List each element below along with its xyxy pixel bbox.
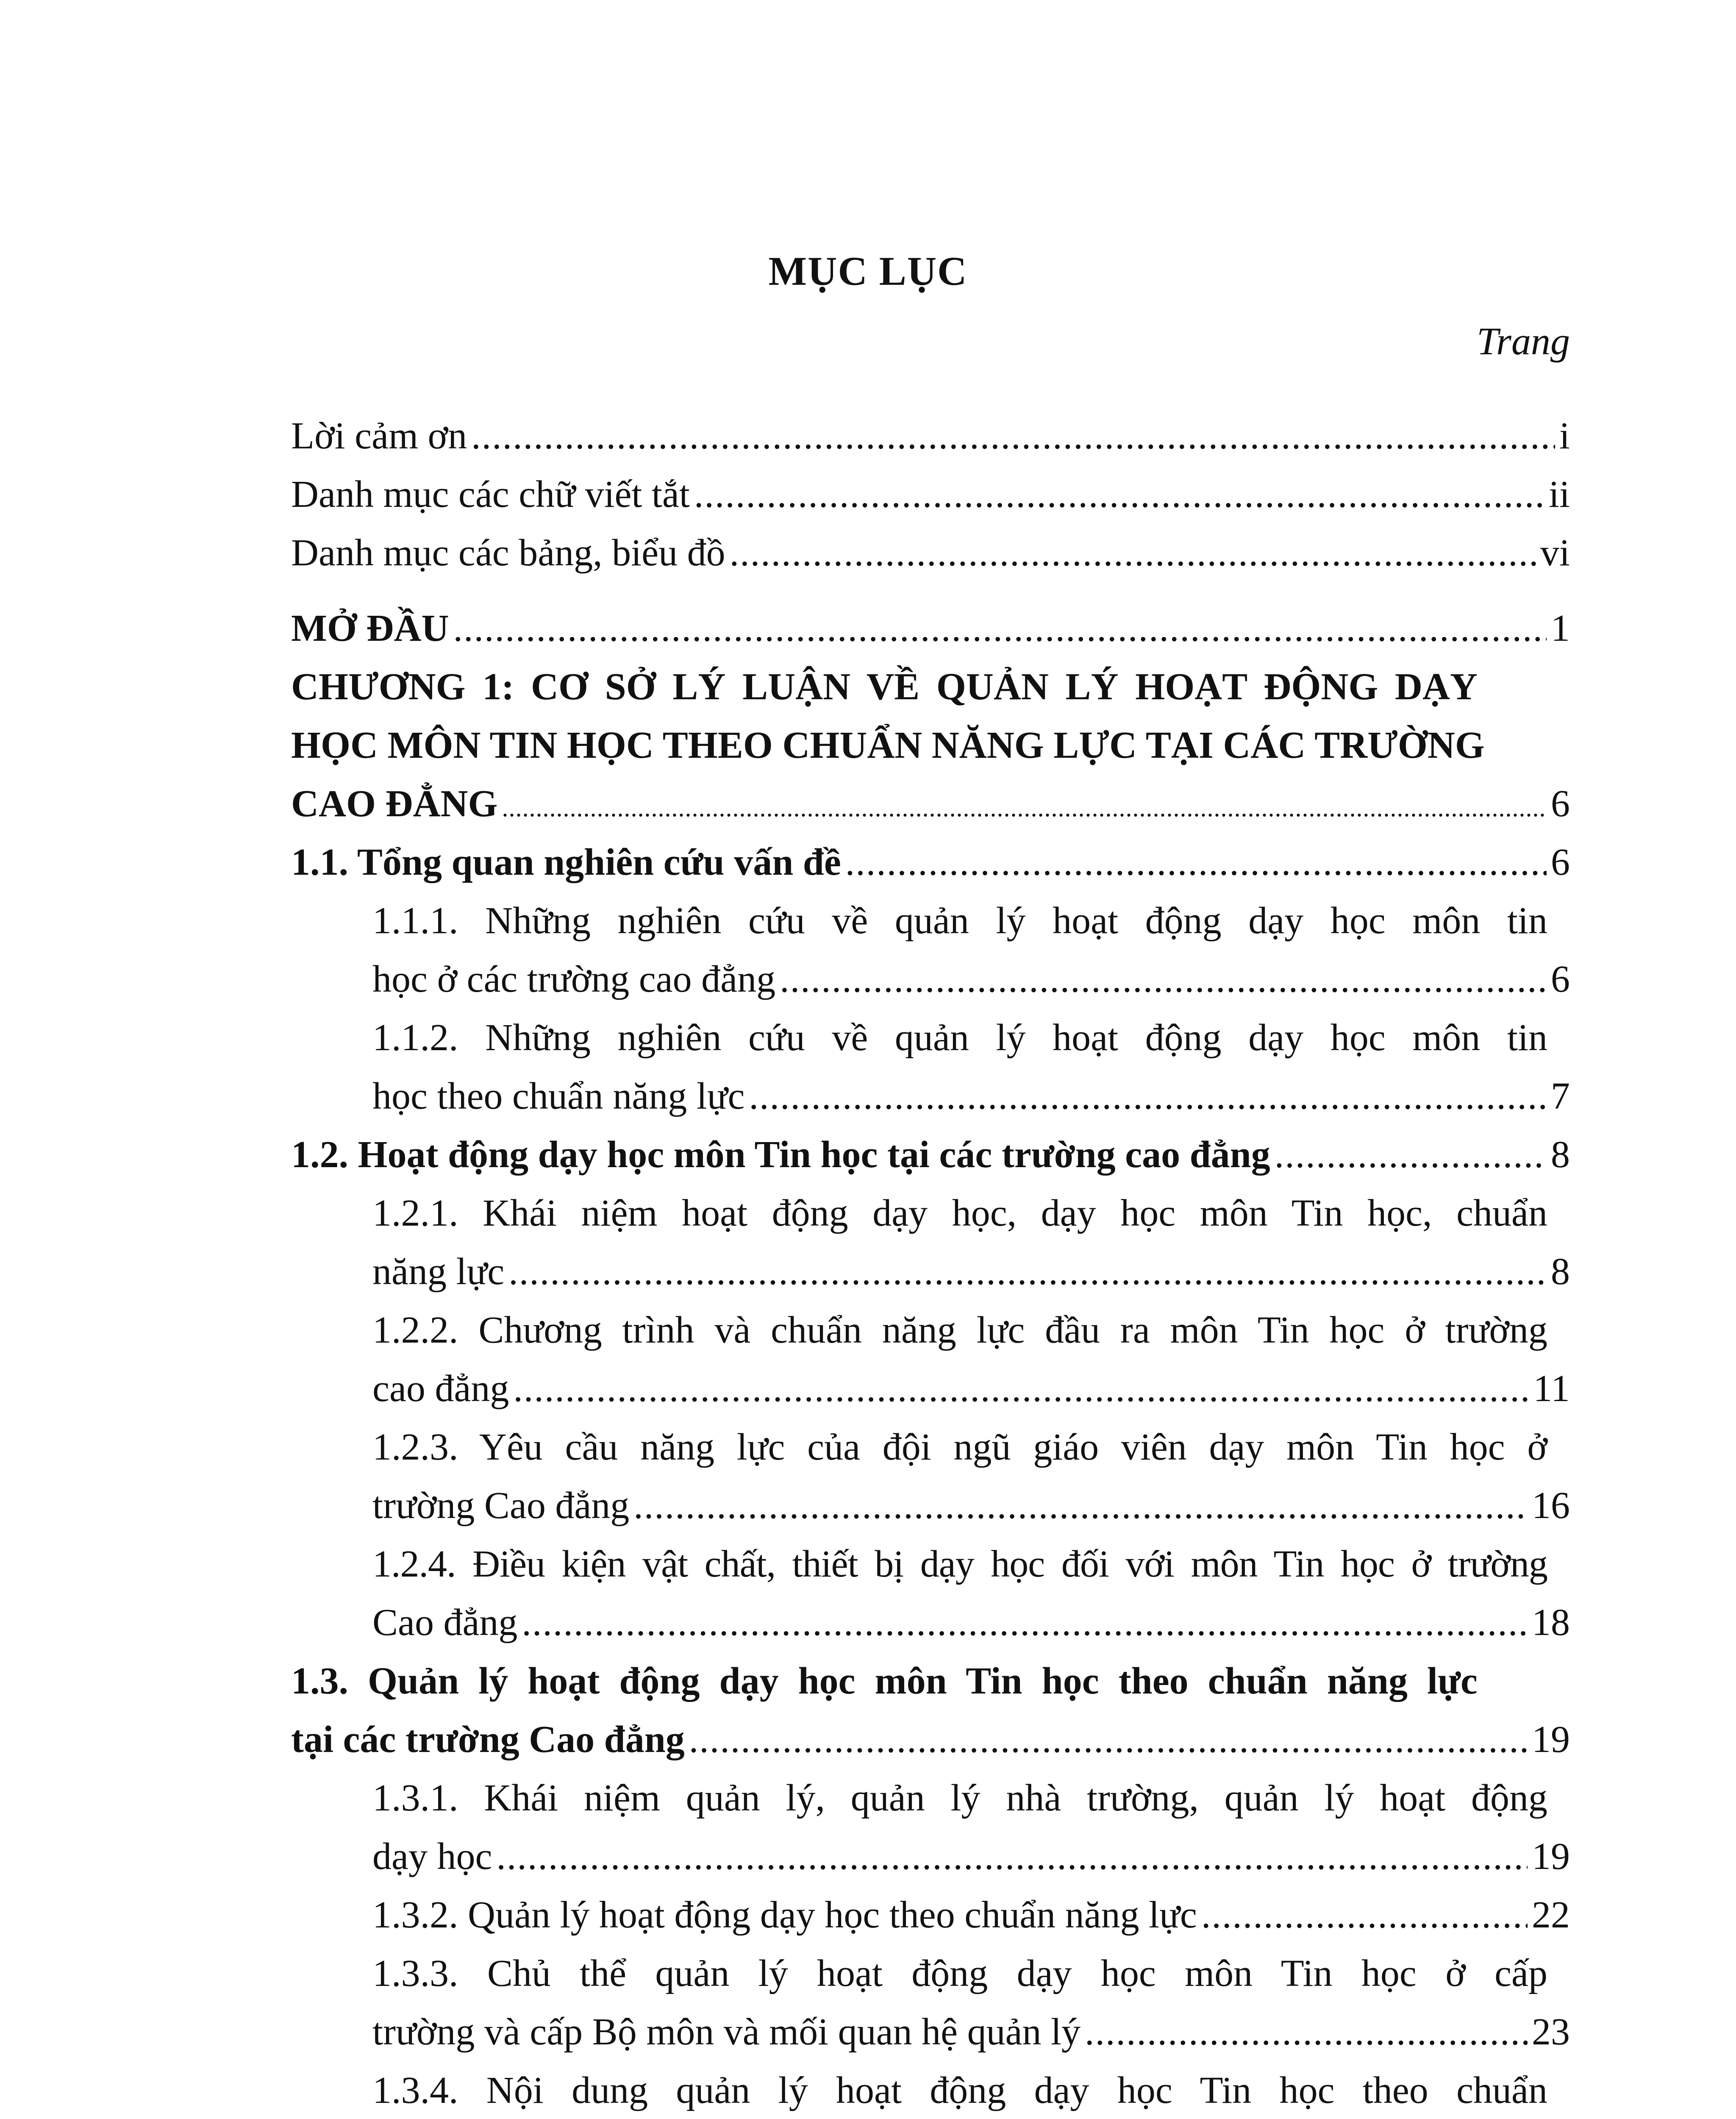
toc-entry-title: Danh mục các bảng, biểu đồ	[291, 532, 725, 574]
toc-entry-page: 22	[1532, 1894, 1570, 1936]
toc-entry-1-3	[291, 1652, 1570, 1710]
toc-entry-1-2-1	[291, 1184, 1570, 1243]
toc-entry-title-line: học ở các trường cao đẳng	[372, 958, 776, 1000]
toc-entry-mo-dau	[291, 599, 1570, 658]
dot-leader	[1085, 2003, 1528, 2061]
toc-entry-page: 1	[1551, 607, 1570, 649]
toc-entry-page: ii	[1548, 473, 1570, 515]
toc-entry-title-line: Cao đẳng	[372, 1602, 518, 1643]
toc-entry-1-3-cont	[291, 1710, 1570, 1769]
chapter-title-line: CHƯƠNG 1: CƠ SỞ LÝ LUẬN VỀ QUẢN LÝ HOẠT ĐỘNG DẠY	[291, 666, 1478, 708]
toc-entry-1-2-2-cont	[291, 1360, 1570, 1418]
toc-entry-page: 19	[1532, 1835, 1570, 1877]
toc-entry-1-2-4	[291, 1535, 1570, 1593]
dot-leader	[513, 1360, 1529, 1418]
toc-entry-title-line: 1.3. Quản lý hoạt động dạy học môn Tin học theo chuẩn năng lực	[291, 1660, 1478, 1702]
toc-entry-1-3-1-cont	[291, 1827, 1570, 1886]
toc-heading: MỤC LỤC	[768, 248, 968, 294]
dot-leader	[1275, 1126, 1547, 1184]
toc-entry-page: 18	[1532, 1602, 1570, 1643]
toc-entry-page: 6	[1551, 783, 1570, 825]
toc-entry-title-line: 1.3.1. Khái niệm quản lý, quản lý nhà trường, quản lý hoạt động	[372, 1777, 1547, 1819]
toc-entry-1-3-3-cont	[291, 2003, 1570, 2061]
toc-entry-page: 6	[1551, 841, 1570, 883]
toc-entry-page: 23	[1532, 2011, 1570, 2053]
toc-entry-title-line: năng lực	[372, 1251, 505, 1293]
toc-entry-title-line: 1.3.3. Chủ thể quản lý hoạt động dạy học môn Tin học ở cấp	[372, 1952, 1547, 1994]
toc-entry-1-2	[291, 1126, 1570, 1184]
toc-entry-1-2-3	[291, 1418, 1570, 1477]
dot-leader	[780, 950, 1547, 1009]
toc-entry-title-line: cao đẳng	[372, 1368, 509, 1410]
toc-entry-title: 1.3.2. Quản lý hoạt động dạy học theo chuẩn năng lực	[372, 1894, 1197, 1936]
toc-entry-1-1	[291, 833, 1570, 892]
toc-entry-page: 6	[1551, 958, 1570, 1000]
page-column-label: Trang	[1477, 320, 1570, 363]
toc-entry-1-3-4	[291, 2061, 1570, 2119]
toc-entry-title-line: 1.2.4. Điều kiện vật chất, thiết bị dạy học đối với môn Tin học ở trường	[372, 1543, 1547, 1585]
toc-entry-title: MỞ ĐẦU	[291, 607, 449, 649]
toc-entry-1-3-2	[291, 1886, 1570, 1944]
toc-entry-chu-viet-tat	[291, 465, 1570, 524]
toc-entry-title-line: 1.2.2. Chương trình và chuẩn năng lực đầu ra môn Tin học ở trường	[372, 1309, 1547, 1351]
toc-entry-page: 8	[1551, 1251, 1570, 1293]
toc-entry-title: Lời cảm ơn	[291, 415, 467, 457]
toc-entry-page: vi	[1540, 532, 1570, 574]
toc-entry-title-line: 1.1.1. Những nghiên cứu về quản lý hoạt động dạy học môn tin	[372, 900, 1547, 942]
toc-entry-1-2-1-cont	[291, 1243, 1570, 1301]
toc-entry-1-2-4-cont	[291, 1593, 1570, 1652]
dot-leader	[689, 1710, 1528, 1769]
toc-entry-title-line: tại các trường Cao đẳng	[291, 1719, 685, 1760]
dot-leader	[508, 1243, 1547, 1301]
toc-entry-title-line: 1.3.4. Nội dung quản lý hoạt động dạy học Tin học theo chuẩn	[372, 2069, 1547, 2111]
toc-entry-title-line: 1.2.1. Khái niệm hoạt động dạy học, dạy học môn Tin học, chuẩn	[372, 1192, 1547, 1234]
toc-entry-title-line: trường và cấp Bộ môn và mối quan hệ quản lý	[372, 2011, 1081, 2053]
toc-entry-1-1-2	[291, 1009, 1570, 1067]
toc-entry-loi-cam-on	[291, 407, 1570, 465]
dot-leader	[633, 1477, 1528, 1535]
toc-entry-bang-bieu	[291, 524, 1570, 582]
toc-entry-title-line: 1.1.2. Những nghiên cứu về quản lý hoạt động dạy học môn tin	[372, 1017, 1547, 1059]
toc-chapter1-line2	[291, 716, 1570, 775]
toc-entry-page: i	[1559, 415, 1570, 457]
table-of-contents	[291, 407, 1570, 2119]
toc-entry-1-3-1	[291, 1769, 1570, 1827]
toc-chapter1-line1	[291, 658, 1570, 716]
toc-entry-page: 11	[1533, 1368, 1570, 1410]
toc-entry-title-line: học theo chuẩn năng lực	[372, 1075, 745, 1117]
toc-entry-1-3-3	[291, 1944, 1570, 2003]
toc-entry-1-1-2-cont	[291, 1067, 1570, 1126]
toc-entry-page: 16	[1532, 1485, 1570, 1527]
toc-entry-page: 8	[1551, 1134, 1570, 1176]
dot-leader	[730, 524, 1536, 582]
dot-leader	[502, 775, 1547, 837]
toc-entry-page: 19	[1532, 1719, 1570, 1760]
toc-entry-title: Danh mục các chữ viết tắt	[291, 473, 690, 515]
dot-leader	[496, 1827, 1528, 1886]
toc-entry-1-1-1	[291, 892, 1570, 950]
toc-chapter1-line3	[291, 775, 1570, 833]
toc-entry-1-2-2	[291, 1301, 1570, 1360]
dot-leader	[845, 833, 1547, 892]
toc-entry-title: 1.2. Hoạt động dạy học môn Tin học tại các trường cao đẳng	[291, 1134, 1270, 1176]
dot-leader	[471, 407, 1555, 465]
toc-entry-1-2-3-cont	[291, 1477, 1570, 1535]
dot-leader	[453, 599, 1547, 658]
toc-entry-page: 7	[1551, 1075, 1570, 1117]
chapter-title-line: CAO ĐẲNG	[291, 783, 498, 825]
dot-leader	[749, 1067, 1547, 1126]
dot-leader	[522, 1593, 1528, 1652]
toc-entry-1-1-1-cont	[291, 950, 1570, 1009]
toc-entry-title-line: dạy học	[372, 1835, 492, 1877]
toc-entry-title-line: 1.2.3. Yêu cầu năng lực của đội ngũ giáo viên dạy môn Tin học ở	[372, 1426, 1547, 1468]
chapter-title-line: HỌC MÔN TIN HỌC THEO CHUẨN NĂNG LỰC TẠI CÁC TRƯỜNG	[291, 724, 1485, 766]
dot-leader	[694, 465, 1544, 524]
toc-entry-title: 1.1. Tổng quan nghiên cứu vấn đề	[291, 841, 841, 883]
toc-entry-title-line: trường Cao đẳng	[372, 1485, 630, 1527]
dot-leader	[1201, 1886, 1528, 1944]
